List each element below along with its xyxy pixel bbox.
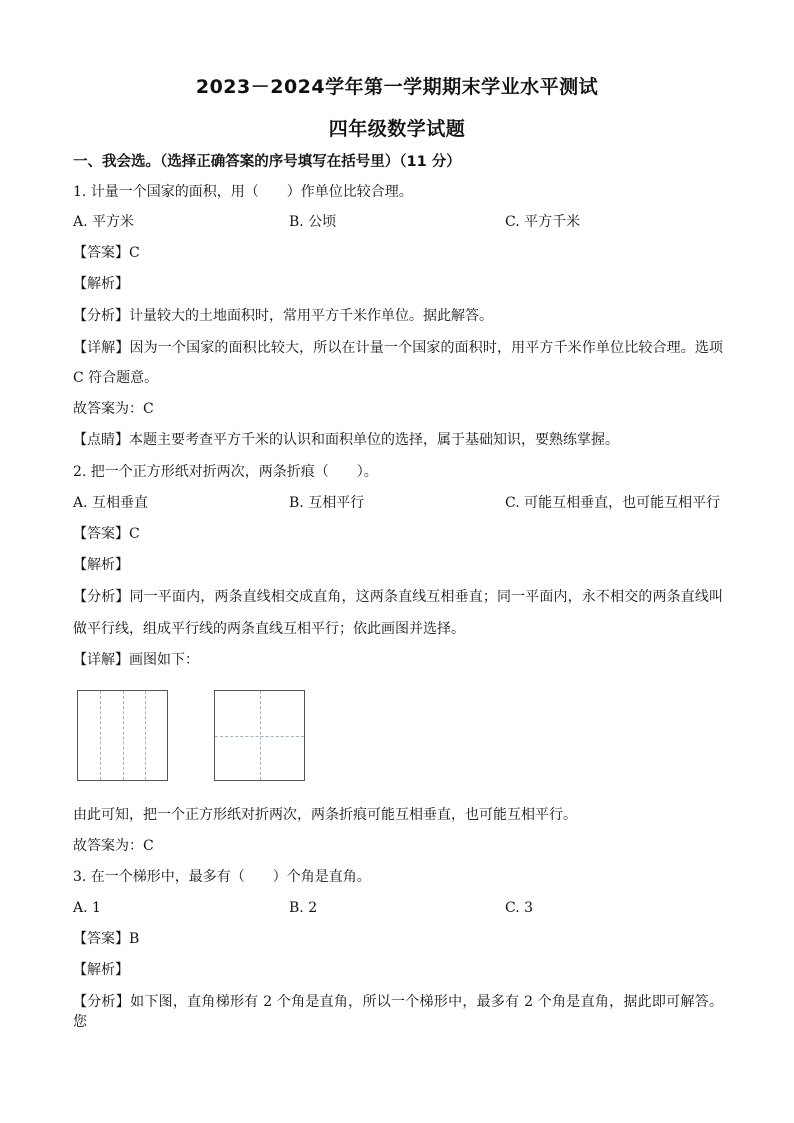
question-2-conclusion: 故答案为：C [73, 838, 154, 854]
question-2-option-c: C. 可能互相垂直，也可能互相平行 [505, 495, 721, 511]
question-3-stem: 3. 在一个梯形中，最多有（ ）个角是直角。 [73, 869, 371, 885]
question-1-xiangjie-line2: C 符合题意。 [73, 370, 159, 386]
fold-line-vertical-2 [123, 691, 124, 780]
exam-title: 2023－2024学年第一学期期末学业水平测试 [195, 76, 599, 98]
fold-line-vertical-1 [100, 691, 101, 780]
exam-subtitle: 四年级数学试题 [328, 118, 466, 140]
question-3-option-a: A. 1 [73, 900, 101, 916]
question-2-answer: 【答案】C [73, 526, 140, 542]
question-2-after-figure: 由此可知，把一个正方形纸对折两次，两条折痕可能互相垂直，也可能互相平行。 [73, 807, 577, 823]
question-3-option-b: B. 2 [289, 900, 318, 916]
fold-line-horizontal [215, 736, 304, 737]
question-1-option-c: C. 平方千米 [505, 214, 581, 230]
question-1-option-b: B. 公顷 [289, 214, 337, 230]
fold-diagram-parallel [77, 690, 168, 781]
question-1-option-a: A. 平方米 [73, 214, 135, 230]
question-2-option-b: B. 互相平行 [289, 495, 365, 511]
question-1-xiangjie-line1: 【详解】因为一个国家的面积比较大，所以在计量一个国家的面积时，用平方千米作单位比较合理。选项 [73, 340, 723, 356]
question-2-fenxi-line2: 做平行线，组成平行线的两条直线互相平行；依此画图并选择。 [73, 621, 465, 637]
section-heading: 一、我会选。（选择正确答案的序号填写在括号里）（11 分） [73, 154, 461, 170]
question-1-analysis-label: 【解析】 [73, 276, 129, 292]
question-1-conclusion: 故答案为：C [73, 401, 154, 417]
question-3-answer: 【答案】B [73, 931, 140, 947]
question-2-analysis-label: 【解析】 [73, 557, 129, 573]
question-3-fenxi: 【分析】如下图，直角梯形有 2 个角是直角，所以一个梯形中，最多有 2 个角是直角，据此即可解答。您 [73, 994, 723, 1030]
question-1-answer: 【答案】C [73, 245, 140, 261]
question-1-fenxi: 【分析】计量较大的土地面积时，常用平方千米作单位。据此解答。 [73, 308, 493, 324]
question-1-stem: 1. 计量一个国家的面积，用（ ）作单位比较合理。 [73, 184, 413, 200]
fold-diagram-perpendicular [214, 690, 305, 781]
question-3-option-c: C. 3 [505, 900, 534, 916]
question-3-analysis-label: 【解析】 [73, 962, 129, 978]
question-2-option-a: A. 互相垂直 [73, 495, 149, 511]
question-2-fenxi-line1: 【分析】同一平面内，两条直线相交成直角，这两条直线互相垂直；同一平面内，永不相交的两条直线叫 [73, 589, 723, 605]
question-2-stem: 2. 把一个正方形纸对折两次，两条折痕（ ）。 [73, 464, 378, 480]
fold-line-vertical-3 [145, 691, 146, 780]
question-1-dianjing: 【点睛】本题主要考查平方千米的认识和面积单位的选择，属于基础知识，要熟练掌握。 [73, 432, 619, 448]
question-2-xiangjie: 【详解】画图如下： [73, 652, 199, 668]
